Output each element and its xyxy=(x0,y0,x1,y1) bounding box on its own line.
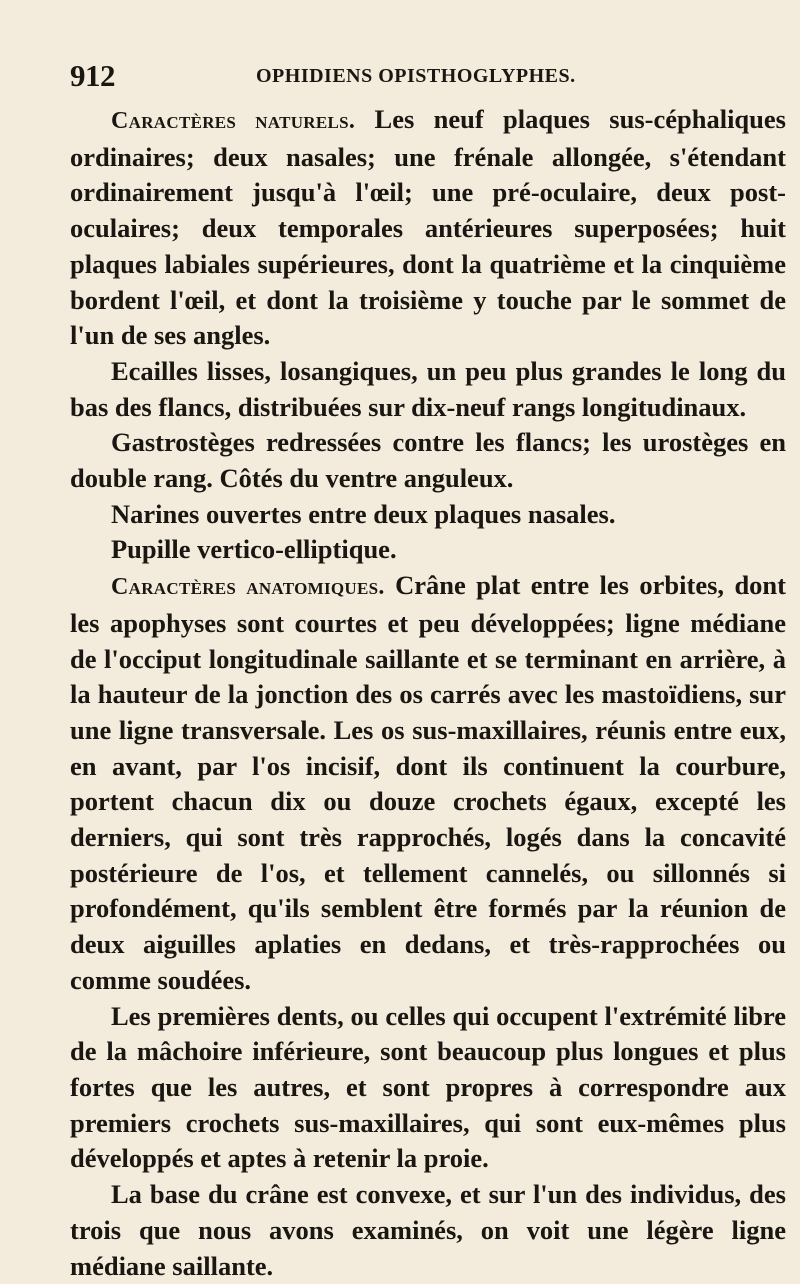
paragraph-text: Pupille vertico-elliptique. xyxy=(111,534,397,565)
page-header xyxy=(70,58,590,92)
paragraph-text: Les premières dents, ou celles qui occupent l'extrémité libre de la mâchoire inférieure, sont beaucoup plus longues et plus fortes que les autres, et sont propres à correspondre aux premiers crochets sus-maxillaires, qui sont eux-mêmes plus développés et aptes à retenir la proie. xyxy=(70,1000,786,1174)
paragraph-teeth xyxy=(70,999,786,1178)
paragraph-pupil xyxy=(70,532,786,568)
running-head: OPHIDIENS OPISTHOGLYPHES. xyxy=(256,65,576,87)
paragraph-natural-characters xyxy=(70,102,786,354)
paragraph-text: Narines ouvertes entre deux plaques nasales. xyxy=(111,498,616,529)
page-number: 912 xyxy=(70,58,115,93)
paragraph-text: Ecailles lisses, losangiques, un peu plus grandes le long du bas des flancs, distribuées sur dix-neuf rangs longitudinaux. xyxy=(70,355,786,422)
paragraph-gastrosteges xyxy=(70,425,786,496)
paragraph-text: Crâne plat entre les orbites, dont les apophyses sont courtes et peu développées; ligne médiane de l'occiput longitudinale saillante et se terminant en arrière, à la hauteur de la jonction des os carrés avec les mastoïdiens, sur une ligne transversale. Les os sus-maxillaires, réunis entre eux, en avant, par l'os incisif, dont ils continuent la courbure, portent chacun dix ou douze crochets égaux, excepté les derniers, qui sont très rapprochés, logés dans la concavité postérieure de l'os, et tellement cannelés, ou sillonnés si profondément, qu'ils semblent être formés par la réunion de deux aiguilles aplaties en dedans, et très-rapprochées ou comme soudées. xyxy=(70,570,786,995)
paragraph-anatomical-characters xyxy=(70,568,786,998)
paragraph-scales xyxy=(70,354,786,425)
paragraph-nostrils xyxy=(70,497,786,533)
paragraph-text: Gastrostèges redressées contre les flancs; les urostèges en double rang. Côtés du ventre anguleux. xyxy=(70,427,786,494)
section-lead: Caractères naturels. xyxy=(111,108,356,134)
paragraph-text: La base du crâne est convexe, et sur l'un des individus, des trois que nous avons examinés, on voit une légère ligne médiane saillante. xyxy=(70,1179,786,1281)
paragraph-skull-base xyxy=(70,1177,786,1284)
paragraph-text: Les neuf plaques sus-céphaliques ordinaires; deux nasales; une frénale allongée, s'étendant ordinairement jusqu'à l'œil; une pré-oculaire, deux post-oculaires; deux temporales antérieures superposées; huit plaques labiales supérieures, dont la quatrième et la cinquième bordent l'œil, et dont la troisième y touche par le sommet de l'un de ses angles. xyxy=(70,104,786,351)
section-lead: Caractères anatomiques. xyxy=(111,574,385,601)
body-text xyxy=(70,102,786,1284)
